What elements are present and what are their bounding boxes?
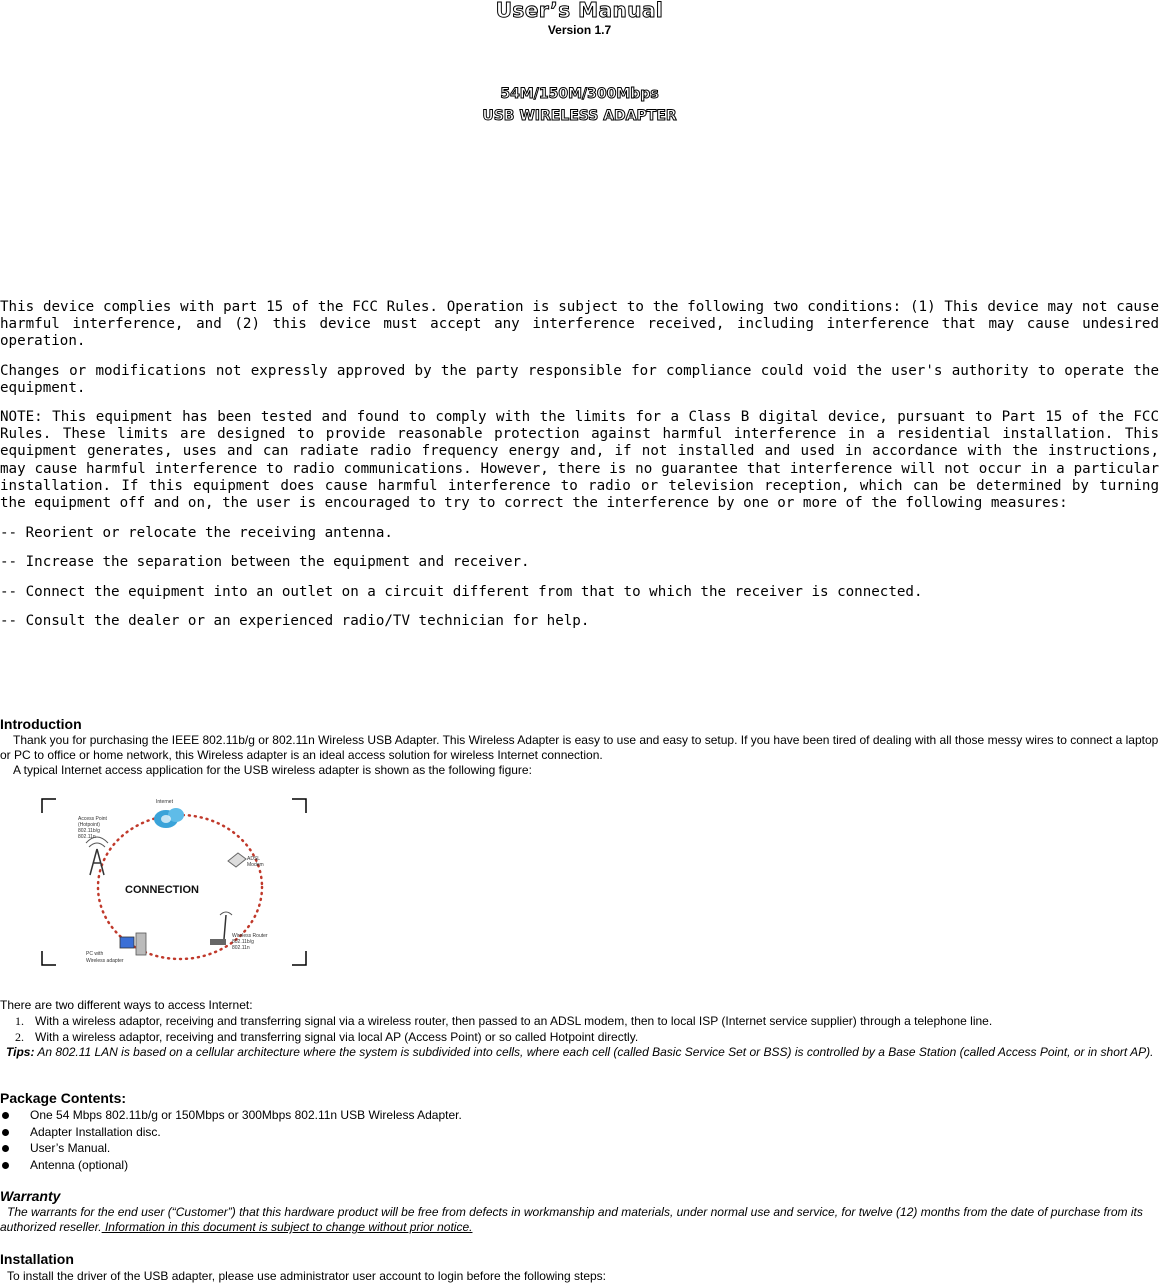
access-item <box>0 1030 1159 1045</box>
svg-text:Access Point (Hotpoint) <box>78 816 108 840</box>
adsl-modem-icon <box>228 853 246 867</box>
internet-cloud-icon <box>154 808 184 828</box>
warranty-notice: Information in this document is subject to change without prior notice. <box>101 1220 473 1234</box>
access-item-text: With a wireless adaptor, receiving and transferring signal via a wireless router, then passed to an ADSL modem, then to local ISP (Internet service supplier) through a telephone line. <box>35 1014 993 1028</box>
bullet-icon <box>2 1112 9 1119</box>
package-item: Antenna (optional) <box>0 1158 1159 1174</box>
package-item: User’s Manual. <box>0 1141 1159 1157</box>
svg-text:PC with Wireless adapter <box>86 951 124 964</box>
version-label: Version 1.7 <box>547 23 612 37</box>
ap-label: 802.11n <box>78 834 96 840</box>
installation-heading: Installation <box>0 1251 74 1267</box>
bullet-icon <box>2 1145 9 1152</box>
pc-icon <box>120 933 146 955</box>
router-label: Wireless Router <box>232 933 268 939</box>
access-lead: There are two different ways to access Internet: <box>0 998 253 1012</box>
fcc-measure: -- Reorient or relocate the receiving antenna. <box>0 525 393 541</box>
introduction-heading: Introduction <box>0 716 82 732</box>
corner-mark <box>42 799 56 813</box>
package-heading: Package Contents: <box>0 1090 127 1106</box>
connection-diagram <box>40 797 308 967</box>
modem-label: ADSL <box>247 856 260 862</box>
manual-title: User’s Manual <box>495 0 664 22</box>
tips-paragraph <box>0 1045 1159 1060</box>
tips-text: An 802.11 LAN is based on a cellular architecture where the system is subdivided into cells, where each cell (called Basic Service Set or BSS) is controlled by a Base Station (called Access Point, or in short AP). <box>34 1045 1154 1059</box>
warranty-heading: Warranty <box>0 1188 61 1204</box>
access-item-number: 2. <box>15 1030 24 1044</box>
corner-mark <box>292 799 306 813</box>
connection-label: CONNECTION <box>125 884 199 896</box>
pc-label: PC with <box>86 951 104 957</box>
ap-label: (Hotpoint) <box>78 822 100 828</box>
svg-text:Wireless Router 802.11b/ <box>232 933 269 951</box>
fcc-note-paragraph: NOTE: This equipment has been tested and found to comply with the limits for a Class B digital device, pursuant to Part 15 of the FCC Rules. These limits are designed to provide reasonable protection against harmful interference in a residential installation. This equipment generates, uses and can radiate radio frequency energy and, if not installed and used in accordance with the instructions, may cause harmful interference to radio communications. However, there is no guarantee that interference will not occur in a particular installation. If this equipment does cause harmful interference to radio or television reception, which can be determined by turning the equipment off and on, the user is encouraged to try to correct the interference by one or more of the following measures: <box>0 409 1159 512</box>
introduction-text: Thank you for purchasing the IEEE 802.11b/g or 802.11n Wireless USB Adapter. This Wireless Adapter is easy to use and easy to setup. If you have been tired of dealing with all those messy wires to connect a laptop or PC to office or home network, this Wireless adapter is an ideal access solution for wireless Internet connection. A typical Internet access application for the USB wireless adapter is shown as the following figure: <box>0 733 1159 777</box>
fcc-measure: -- Increase the separation between the equipment and receiver. <box>0 554 530 570</box>
ap-label: Access Point <box>78 816 107 822</box>
bullet-icon <box>2 1129 9 1136</box>
fcc-measure: -- Consult the dealer or an experienced radio/TV technician for help. <box>0 613 590 629</box>
corner-mark <box>292 951 306 965</box>
corner-mark <box>42 951 56 965</box>
pc-label: Wireless adapter <box>86 958 124 964</box>
warranty-text <box>0 1205 1159 1235</box>
router-label: 802.11b/g <box>232 939 254 945</box>
ap-label: 802.11b/g <box>78 828 100 834</box>
package-item: Adapter Installation disc. <box>0 1125 1159 1141</box>
access-item-text: With a wireless adaptor, receiving and transferring signal via local AP (Access Point) or so called Hotpoint directly. <box>35 1030 639 1044</box>
fcc-paragraph-1: This device complies with part 15 of the FCC Rules. Operation is subject to the following two conditions: (1) This device may not cause harmful interference, and (2) this device must accept any interference received, including interference that may cause undesired operation. <box>0 299 1159 350</box>
warranty-body: The warrants for the end user (“Customer”) that this hardware product will be free from defects in workmanship and materials, under normal use and service, for twelve (12) months from the date of purchase from its authorized reseller. <box>0 1205 1143 1234</box>
modem-label: Modem <box>247 862 264 868</box>
bullet-icon <box>2 1162 9 1169</box>
product-speed: 54M/150M/300Mbps <box>500 86 659 102</box>
access-point-icon <box>86 837 108 875</box>
svg-text:ADSL Modem <box>247 856 264 868</box>
product-name: USB WIRELESS ADAPTER <box>482 108 677 124</box>
access-item <box>0 1014 1159 1029</box>
wireless-router-icon <box>210 912 232 945</box>
fcc-paragraph-2: Changes or modifications not expressly approved by the party responsible for compliance could void the user's authority to operate the equipment. <box>0 363 1159 397</box>
access-item-number: 1. <box>15 1014 24 1028</box>
fcc-measure: -- Connect the equipment into an outlet on a circuit different from that to which the receiver is connected. <box>0 584 923 600</box>
connection-diagram-svg <box>40 797 308 967</box>
tips-label: Tips: <box>6 1045 35 1059</box>
installation-text: To install the driver of the USB adapter, please use administrator user account to login before the following steps: <box>7 1269 607 1283</box>
internet-label: Internet <box>156 799 173 805</box>
router-label: 802.11n <box>232 945 250 951</box>
package-item: One 54 Mbps 802.11b/g or 150Mbps or 300Mbps 802.11n USB Wireless Adapter. <box>0 1108 1159 1124</box>
